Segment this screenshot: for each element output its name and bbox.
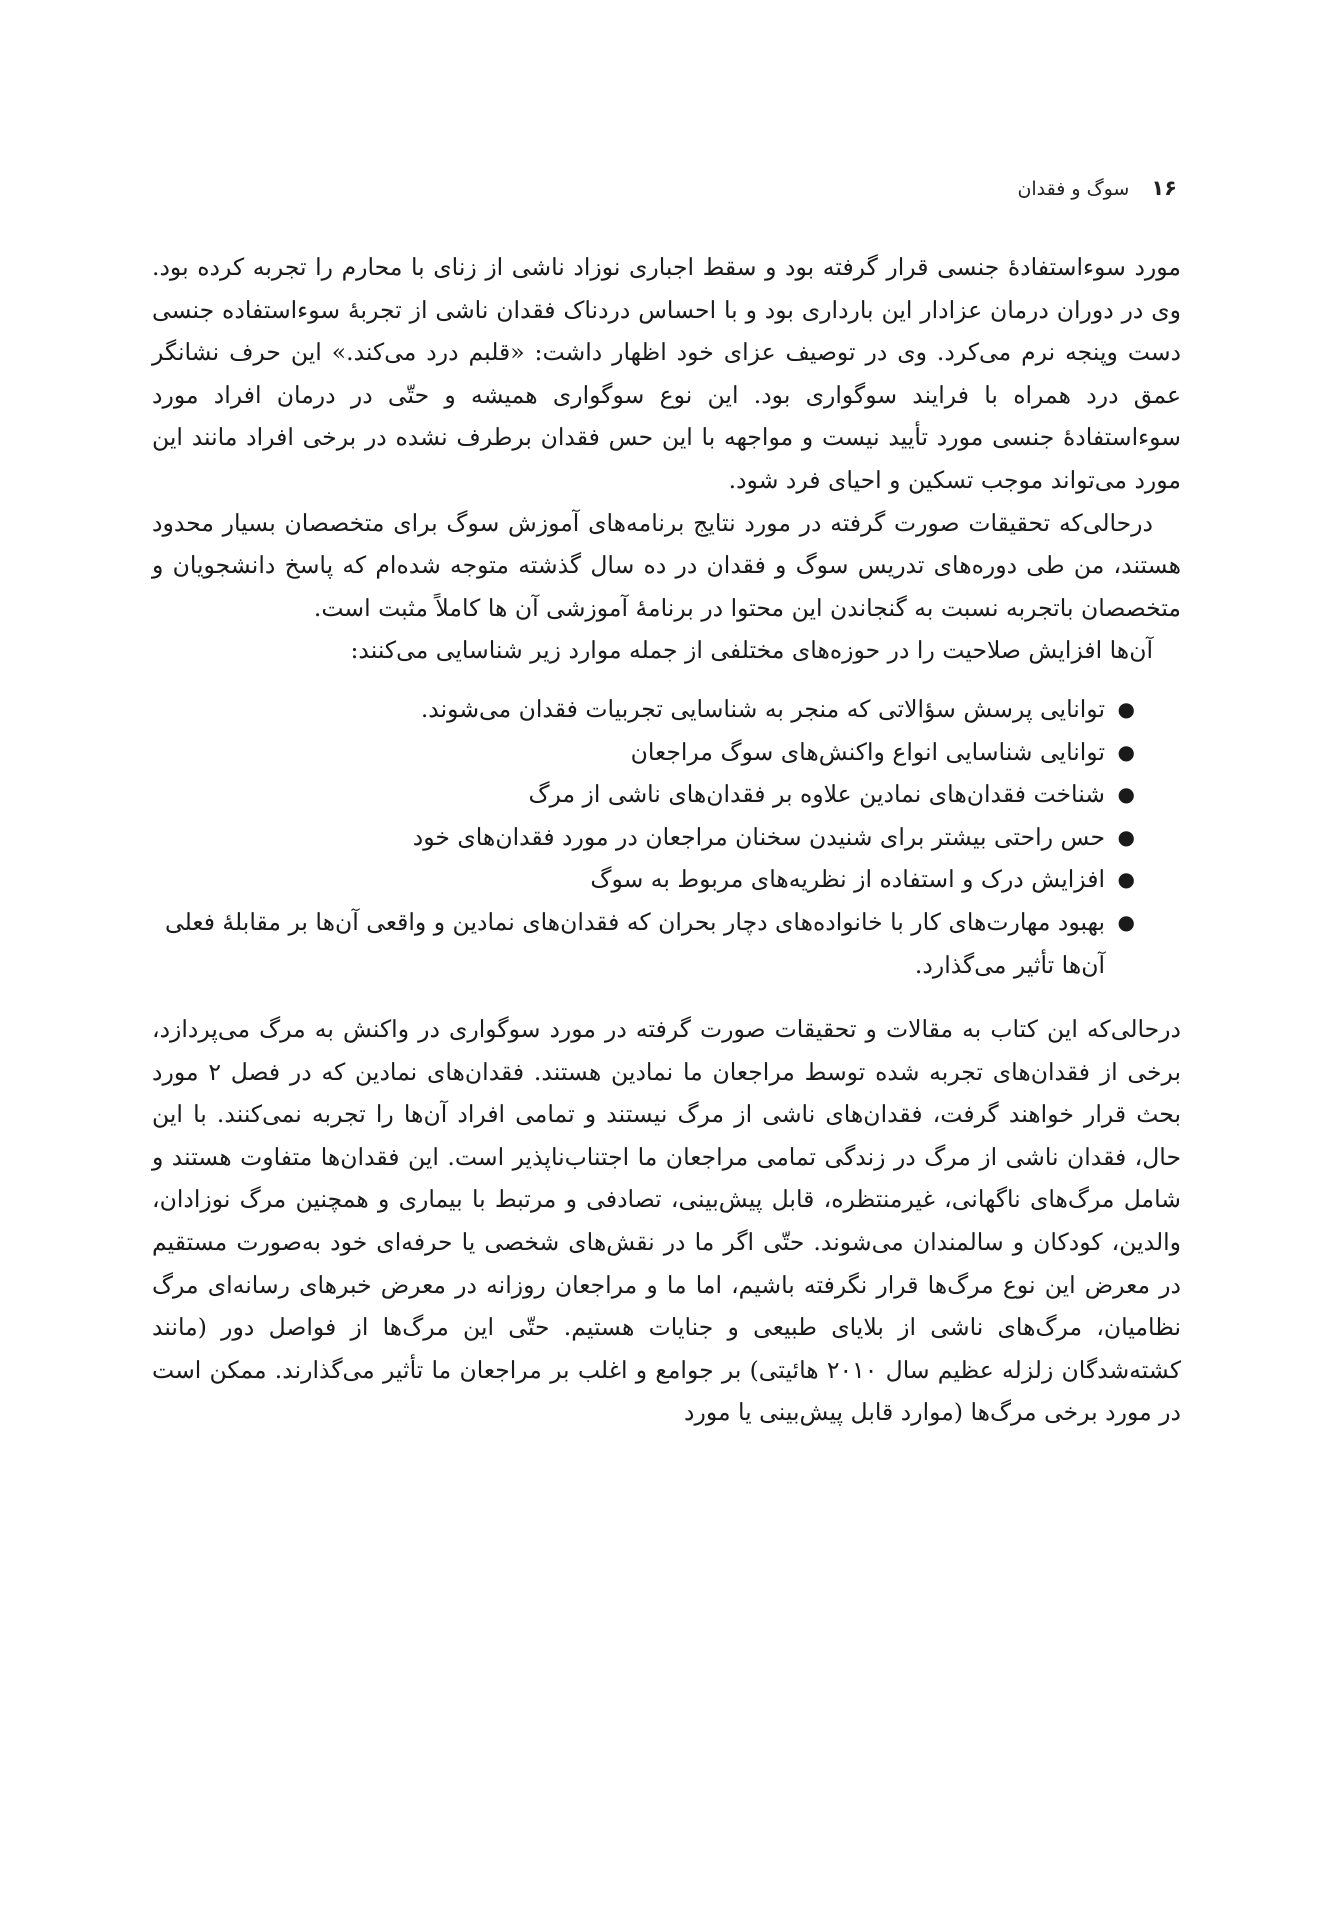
paragraph-3: درحالی‌که این کتاب به مقالات و تحقیقات صورت گرفته در مورد سوگواری در واکنش به مرگ می‌پردازد، برخی از فقدان‌های تجربه شده توسط مراجعان ما نمادین هستند. فقدان‌های نمادین که در فصل ۲ مورد بحث قرار خواهند گرفت، فقدان‌های ناشی از مرگ نیستند و تمامی افراد آن‌ها را تجربه نمی‌کنند. با این حال، فقدان ناشی از مرگ در زندگی تمامی مراجعان ما اجتناب‌ناپذیر است. این فقدان‌ها متفاوت هستند و شامل مرگ‌های ناگهانی، غیرمنتظره، قابل پیش‌بینی، تصادفی و مرتبط با بیماری و همچنین مرگ نوزادان، والدین، کودکان و سالمندان می‌شوند. حتّی اگر ما در نقش‌های شخصی یا حرفه‌ای خود به‌صورت مستقیم در معرض این نوع مرگ‌ها قرار نگرفته باشیم، اما ما و مراجعان روزانه در معرض خبرهای رسانه‌ای مرگ نظامیان، مرگ‌های ناشی از بلایای طبیعی و جنایات هستیم. حتّی این مرگ‌ها از فواصل دور (مانند کشته‌شدگان زلزله عظیم سال ۲۰۱۰ هائیتی) بر جوامع و اغلب بر مراجعان ما تأثیر می‌گذارند. ممکن است در مورد برخی مرگ‌ها (موارد قابل پیش‌بینی یا مورد: [152, 1015, 1182, 1427]
list-intro: آن‌ها افزایش صلاحیت را در حوزه‌های مختلفی از جمله موارد زیر شناسایی می‌کنند:: [350, 636, 1153, 665]
bullet-icon: ●: [1117, 909, 1135, 934]
bullet-icon: ●: [1117, 782, 1135, 807]
bullet-list: [152, 688, 1181, 986]
bullet-icon: ●: [1117, 739, 1135, 764]
paragraph-2: درحالی‌که تحقیقات صورت گرفته در مورد نتایج برنامه‌های آموزش سوگ برای متخصصان بسیار محدود هستند، من طی دوره‌های تدریس سوگ و فقدان در ده سال گذشته متوجه شده‌ام که پاسخ دانشجویان و متخصصان باتجربه نسبت به گنجاندن این محتوا در برنامهٔ آموزشی آن ها کاملاً مثبت است.: [152, 508, 1181, 622]
list-item: [152, 901, 1135, 986]
body-text: [152, 246, 1181, 1434]
list-item: [152, 731, 1135, 774]
bullet-icon: ●: [1117, 824, 1135, 849]
list-item: [152, 688, 1135, 731]
list-item-text: حس راحتی بیشتر برای شنیدن سخنان مراجعان در مورد فقدان‌های خود: [412, 822, 1105, 851]
bullet-icon: ●: [1117, 696, 1135, 721]
list-item: [152, 773, 1135, 816]
list-item: [152, 858, 1135, 901]
list-item-text: توانایی شناسایی انواع واکنش‌های سوگ مراجعان: [630, 737, 1105, 766]
list-item-text: توانایی پرسش سؤالاتی که منجر به شناسایی تجربیات فقدان می‌شوند.: [420, 694, 1105, 723]
running-title: سوگ و فقدان: [1017, 178, 1130, 200]
bullet-icon: ●: [1117, 867, 1135, 892]
list-item-text: افزایش درک و استفاده از نظریه‌های مربوط به سوگ: [590, 865, 1105, 894]
page-number: ۱۶: [1151, 176, 1177, 200]
paragraph-1: مورد سوءاستفادهٔ جنسی قرار گرفته بود و سقط اجباری نوزاد ناشی از زنای با محارم را تجربه کرده بود. وی در دوران درمان عزادار این بارداری بود و با احساس دردناک فقدان ناشی از تجربهٔ سوءاستفاده جنسی دست وپنجه نرم می‌کرد. وی در توصیف عزای خود اظهار داشت: «قلبم درد می‌کند.» این حرف نشانگر عمق درد همراه با فرایند سوگواری بود. این نوع سوگواری همیشه و حتّی در درمان افراد مورد سوءاستفادهٔ جنسی مورد تأیید نیست و مواجهه با این حس فقدان برطرف نشده در برخی افراد مانند این مورد می‌تواند موجب تسکین و احیای فرد شود.: [152, 253, 1181, 494]
running-header: [1017, 176, 1177, 200]
list-item-text: شناخت فقدان‌های نمادین علاوه بر فقدان‌های ناشی از مرگ: [528, 780, 1105, 809]
list-item: [152, 816, 1135, 859]
list-item-text: بهبود مهارت‌های کار با خانواده‌های دچار بحران که فقدان‌های نمادین و واقعی آن‌ها بر مقابلهٔ فعلی آن‌ها تأثیر می‌گذارد.: [165, 907, 1105, 979]
